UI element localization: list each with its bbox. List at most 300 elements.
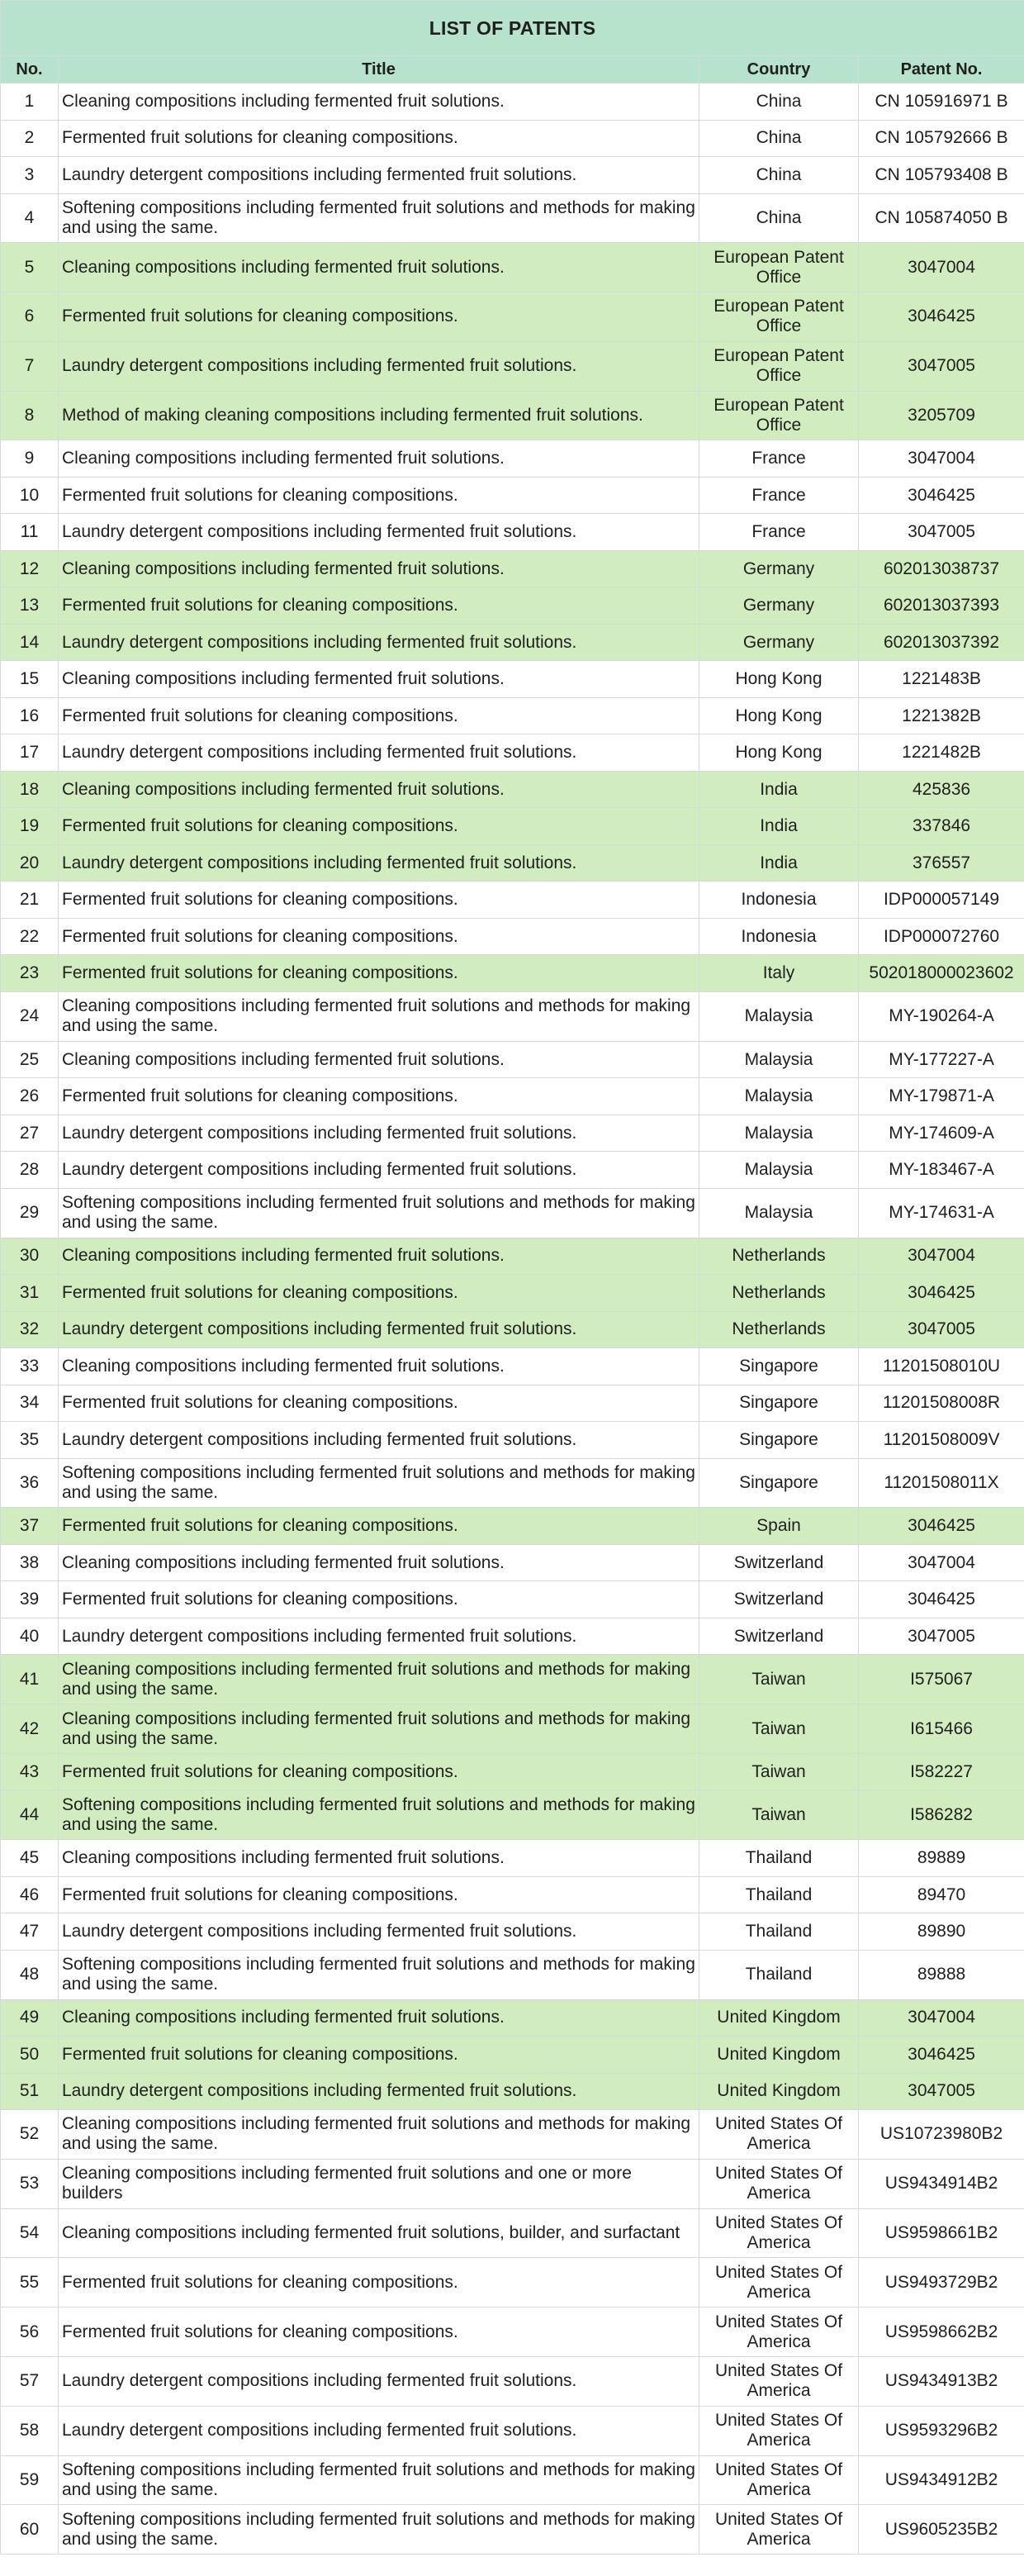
row-patent-number: 3047004 <box>859 1999 1024 2037</box>
row-country: Thailand <box>699 1876 859 1913</box>
row-patent-number: 337846 <box>859 808 1024 845</box>
table-row <box>1 2307 1024 2357</box>
row-country: Germany <box>699 587 859 625</box>
row-title: Fermented fruit solutions for cleaning compositions. <box>59 1876 699 1913</box>
row-title: Laundry detergent compositions including fermented fruit solutions. <box>59 2406 699 2455</box>
row-country: European Patent Office <box>699 341 859 391</box>
row-patent-number: 3046425 <box>859 1275 1024 1312</box>
row-patent-number: 502018000023602 <box>859 955 1024 992</box>
row-number: 43 <box>1 1753 59 1790</box>
row-title: Fermented fruit solutions for cleaning compositions. <box>59 120 699 157</box>
table-row <box>1 2258 1024 2307</box>
table-row <box>1 391 1024 440</box>
row-patent-number: 602013037393 <box>859 587 1024 625</box>
row-country: China <box>699 83 859 121</box>
row-patent-number: 3047004 <box>859 1544 1024 1581</box>
row-number: 47 <box>1 1913 59 1951</box>
row-country: Thailand <box>699 1913 859 1951</box>
row-patent-number: US9605235B2 <box>859 2505 1024 2555</box>
row-number: 45 <box>1 1840 59 1877</box>
table-row <box>1 193 1024 243</box>
column-header-title: Title <box>59 56 699 83</box>
table-title: LIST OF PATENTS <box>1 1 1024 56</box>
row-patent-number: 3046425 <box>859 1581 1024 1618</box>
row-patent-number: 602013038737 <box>859 550 1024 587</box>
row-country: Netherlands <box>699 1311 859 1348</box>
table-row <box>1 882 1024 919</box>
row-number: 60 <box>1 2505 59 2555</box>
row-country: Malaysia <box>699 1188 859 1238</box>
row-country: United Kingdom <box>699 1999 859 2037</box>
row-number: 10 <box>1 477 59 514</box>
row-patent-number: 1221482B <box>859 734 1024 772</box>
table-row <box>1 1581 1024 1618</box>
row-country: Malaysia <box>699 1041 859 1078</box>
row-country: China <box>699 120 859 157</box>
row-country: China <box>699 157 859 194</box>
row-country: France <box>699 440 859 478</box>
row-number: 33 <box>1 1348 59 1385</box>
table-row <box>1 2505 1024 2555</box>
table-row <box>1 1950 1024 1999</box>
row-country: United States Of America <box>699 2110 859 2160</box>
row-number: 4 <box>1 193 59 243</box>
row-number: 29 <box>1 1188 59 1238</box>
row-patent-number: 11201508008R <box>859 1385 1024 1422</box>
row-title: Laundry detergent compositions including fermented fruit solutions. <box>59 734 699 772</box>
row-country: Netherlands <box>699 1238 859 1275</box>
row-country: Singapore <box>699 1348 859 1385</box>
table-row <box>1 1704 1024 1754</box>
row-country: United States Of America <box>699 2159 859 2208</box>
table-row <box>1 2073 1024 2110</box>
row-number: 17 <box>1 734 59 772</box>
row-number: 34 <box>1 1385 59 1422</box>
row-title: Cleaning compositions including fermented fruit solutions, builder, and surfactant <box>59 2208 699 2258</box>
table-row <box>1 2455 1024 2505</box>
row-patent-number: MY-174609-A <box>859 1115 1024 1152</box>
row-country: India <box>699 771 859 808</box>
table-row <box>1 477 1024 514</box>
table-row <box>1 1655 1024 1704</box>
row-number: 56 <box>1 2307 59 2357</box>
row-number: 35 <box>1 1422 59 1459</box>
row-title: Fermented fruit solutions for cleaning compositions. <box>59 882 699 919</box>
row-patent-number: CN 105793408 B <box>859 157 1024 194</box>
row-number: 1 <box>1 83 59 121</box>
row-country: Italy <box>699 955 859 992</box>
table-row <box>1 1840 1024 1877</box>
row-patent-number: CN 105792666 B <box>859 120 1024 157</box>
row-patent-number: IDP000072760 <box>859 918 1024 955</box>
table-row <box>1 1115 1024 1152</box>
row-number: 58 <box>1 2406 59 2455</box>
row-title: Fermented fruit solutions for cleaning compositions. <box>59 292 699 342</box>
row-country: United States Of America <box>699 2258 859 2307</box>
row-title: Laundry detergent compositions including fermented fruit solutions. <box>59 624 699 661</box>
row-title: Cleaning compositions including fermented fruit solutions. <box>59 771 699 808</box>
table-row <box>1 120 1024 157</box>
table-row <box>1 1188 1024 1238</box>
row-country: India <box>699 808 859 845</box>
table-row <box>1 624 1024 661</box>
table-row <box>1 1999 1024 2037</box>
row-number: 13 <box>1 587 59 625</box>
row-number: 52 <box>1 2110 59 2160</box>
row-patent-number: 376557 <box>859 844 1024 882</box>
row-number: 26 <box>1 1078 59 1115</box>
row-title: Fermented fruit solutions for cleaning compositions. <box>59 1753 699 1790</box>
table-row <box>1 1753 1024 1790</box>
row-country: Hong Kong <box>699 734 859 772</box>
row-patent-number: 3047005 <box>859 2073 1024 2110</box>
row-title: Cleaning compositions including fermented fruit solutions and methods for making and using the same. <box>59 2110 699 2160</box>
row-title: Softening compositions including fermented fruit solutions and methods for making and using the same. <box>59 2455 699 2505</box>
table-row <box>1 550 1024 587</box>
row-country: European Patent Office <box>699 292 859 342</box>
row-number: 37 <box>1 1508 59 1545</box>
row-patent-number: MY-183467-A <box>859 1152 1024 1189</box>
row-country: Taiwan <box>699 1753 859 1790</box>
row-number: 31 <box>1 1275 59 1312</box>
row-title: Fermented fruit solutions for cleaning compositions. <box>59 1508 699 1545</box>
row-patent-number: I582227 <box>859 1753 1024 1790</box>
row-patent-number: 89889 <box>859 1840 1024 1877</box>
row-number: 54 <box>1 2208 59 2258</box>
row-country: France <box>699 514 859 551</box>
row-title: Fermented fruit solutions for cleaning compositions. <box>59 808 699 845</box>
table-row <box>1 1238 1024 1275</box>
row-country: United States Of America <box>699 2307 859 2357</box>
table-row <box>1 918 1024 955</box>
row-country: Malaysia <box>699 1152 859 1189</box>
column-header-no: No. <box>1 56 59 83</box>
row-patent-number: 602013037392 <box>859 624 1024 661</box>
row-number: 8 <box>1 391 59 440</box>
row-patent-number: US9434914B2 <box>859 2159 1024 2208</box>
row-country: Malaysia <box>699 1078 859 1115</box>
row-patent-number: 3047004 <box>859 1238 1024 1275</box>
row-title: Cleaning compositions including fermented fruit solutions. <box>59 1840 699 1877</box>
row-patent-number: US9434913B2 <box>859 2357 1024 2407</box>
table-row <box>1 2110 1024 2160</box>
column-header-country: Country <box>699 56 859 83</box>
row-patent-number: US9493729B2 <box>859 2258 1024 2307</box>
row-title: Cleaning compositions including fermented fruit solutions. <box>59 1238 699 1275</box>
row-title: Cleaning compositions including fermented fruit solutions and methods for making and using the same. <box>59 1704 699 1754</box>
row-country: Thailand <box>699 1950 859 1999</box>
row-country: Taiwan <box>699 1790 859 1840</box>
table-row <box>1 844 1024 882</box>
row-country: United States Of America <box>699 2455 859 2505</box>
row-country: France <box>699 477 859 514</box>
row-number: 49 <box>1 1999 59 2037</box>
row-title: Cleaning compositions including fermented fruit solutions and one or more builders <box>59 2159 699 2208</box>
table-row <box>1 2406 1024 2455</box>
row-patent-number: US10723980B2 <box>859 2110 1024 2160</box>
table-row <box>1 1618 1024 1655</box>
row-title: Fermented fruit solutions for cleaning compositions. <box>59 1275 699 1312</box>
row-country: Germany <box>699 550 859 587</box>
row-number: 57 <box>1 2357 59 2407</box>
row-number: 59 <box>1 2455 59 2505</box>
row-patent-number: US9598661B2 <box>859 2208 1024 2258</box>
row-patent-number: CN 105874050 B <box>859 193 1024 243</box>
row-country: Indonesia <box>699 918 859 955</box>
table-row <box>1 514 1024 551</box>
table-row <box>1 697 1024 734</box>
row-title: Laundry detergent compositions including fermented fruit solutions. <box>59 341 699 391</box>
row-title: Fermented fruit solutions for cleaning compositions. <box>59 477 699 514</box>
row-patent-number: 3205709 <box>859 391 1024 440</box>
row-country: Singapore <box>699 1422 859 1459</box>
row-number: 42 <box>1 1704 59 1754</box>
row-title: Laundry detergent compositions including fermented fruit solutions. <box>59 1311 699 1348</box>
row-patent-number: 89890 <box>859 1913 1024 1951</box>
row-patent-number: I586282 <box>859 1790 1024 1840</box>
row-patent-number: US9598662B2 <box>859 2307 1024 2357</box>
row-title: Fermented fruit solutions for cleaning compositions. <box>59 1385 699 1422</box>
row-title: Softening compositions including fermented fruit solutions and methods for making and using the same. <box>59 1950 699 1999</box>
row-number: 18 <box>1 771 59 808</box>
row-number: 55 <box>1 2258 59 2307</box>
row-patent-number: 3046425 <box>859 2037 1024 2074</box>
row-title: Cleaning compositions including fermented fruit solutions. <box>59 83 699 121</box>
row-number: 15 <box>1 661 59 698</box>
row-patent-number: 3047005 <box>859 514 1024 551</box>
table-row <box>1 341 1024 391</box>
row-patent-number: 89470 <box>859 1876 1024 1913</box>
row-country: European Patent Office <box>699 243 859 292</box>
table-row <box>1 1311 1024 1348</box>
table-row <box>1 292 1024 342</box>
row-country: United States Of America <box>699 2208 859 2258</box>
row-country: Germany <box>699 624 859 661</box>
row-patent-number: US9434912B2 <box>859 2455 1024 2505</box>
table-row <box>1 1544 1024 1581</box>
row-patent-number: I615466 <box>859 1704 1024 1754</box>
row-number: 48 <box>1 1950 59 1999</box>
row-number: 40 <box>1 1618 59 1655</box>
table-row <box>1 661 1024 698</box>
row-title: Cleaning compositions including fermented fruit solutions. <box>59 1041 699 1078</box>
row-title: Softening compositions including fermented fruit solutions and methods for making and using the same. <box>59 2505 699 2555</box>
row-number: 2 <box>1 120 59 157</box>
row-title: Laundry detergent compositions including fermented fruit solutions. <box>59 514 699 551</box>
row-country: Singapore <box>699 1385 859 1422</box>
row-patent-number: 3046425 <box>859 477 1024 514</box>
row-number: 16 <box>1 697 59 734</box>
table-title-row <box>1 1 1024 56</box>
table-row <box>1 1041 1024 1078</box>
table-row <box>1 734 1024 772</box>
row-number: 9 <box>1 440 59 478</box>
row-title: Method of making cleaning compositions including fermented fruit solutions. <box>59 391 699 440</box>
row-number: 39 <box>1 1581 59 1618</box>
row-number: 12 <box>1 550 59 587</box>
row-patent-number: MY-190264-A <box>859 991 1024 1041</box>
row-country: Singapore <box>699 1458 859 1508</box>
row-country: Hong Kong <box>699 661 859 698</box>
table-row <box>1 1876 1024 1913</box>
row-number: 3 <box>1 157 59 194</box>
row-title: Cleaning compositions including fermented fruit solutions and methods for making and using the same. <box>59 1655 699 1704</box>
row-number: 36 <box>1 1458 59 1508</box>
row-title: Cleaning compositions including fermented fruit solutions. <box>59 1999 699 2037</box>
table-row <box>1 1458 1024 1508</box>
table-row <box>1 157 1024 194</box>
row-title: Softening compositions including fermented fruit solutions and methods for making and using the same. <box>59 193 699 243</box>
row-patent-number: 11201508009V <box>859 1422 1024 1459</box>
row-patent-number: MY-174631-A <box>859 1188 1024 1238</box>
table-row <box>1 771 1024 808</box>
column-header-patent-no: Patent No. <box>859 56 1024 83</box>
row-number: 22 <box>1 918 59 955</box>
table-row <box>1 1422 1024 1459</box>
row-title: Fermented fruit solutions for cleaning compositions. <box>59 1581 699 1618</box>
row-number: 44 <box>1 1790 59 1840</box>
table-row <box>1 1078 1024 1115</box>
row-number: 24 <box>1 991 59 1041</box>
row-title: Laundry detergent compositions including fermented fruit solutions. <box>59 844 699 882</box>
row-title: Softening compositions including fermented fruit solutions and methods for making and using the same. <box>59 1188 699 1238</box>
row-patent-number: US9593296B2 <box>859 2406 1024 2455</box>
row-country: India <box>699 844 859 882</box>
row-number: 30 <box>1 1238 59 1275</box>
row-title: Fermented fruit solutions for cleaning compositions. <box>59 587 699 625</box>
table-row <box>1 1152 1024 1189</box>
row-number: 28 <box>1 1152 59 1189</box>
row-number: 41 <box>1 1655 59 1704</box>
table-row <box>1 243 1024 292</box>
row-title: Laundry detergent compositions including fermented fruit solutions. <box>59 2073 699 2110</box>
table-row <box>1 1913 1024 1951</box>
row-country: Netherlands <box>699 1275 859 1312</box>
row-title: Fermented fruit solutions for cleaning compositions. <box>59 697 699 734</box>
table-row <box>1 2357 1024 2407</box>
table-row <box>1 991 1024 1041</box>
table-row <box>1 1275 1024 1312</box>
row-number: 7 <box>1 341 59 391</box>
table-row <box>1 2159 1024 2208</box>
row-number: 11 <box>1 514 59 551</box>
row-patent-number: MY-177227-A <box>859 1041 1024 1078</box>
row-title: Cleaning compositions including fermented fruit solutions. <box>59 550 699 587</box>
row-country: Switzerland <box>699 1581 859 1618</box>
table-row <box>1 2208 1024 2258</box>
row-title: Fermented fruit solutions for cleaning compositions. <box>59 955 699 992</box>
row-patent-number: CN 105916971 B <box>859 83 1024 121</box>
row-patent-number: 1221483B <box>859 661 1024 698</box>
row-country: United States Of America <box>699 2406 859 2455</box>
row-country: Spain <box>699 1508 859 1545</box>
row-patent-number: 1221382B <box>859 697 1024 734</box>
row-patent-number: 3047004 <box>859 440 1024 478</box>
row-title: Laundry detergent compositions including fermented fruit solutions. <box>59 1115 699 1152</box>
row-number: 53 <box>1 2159 59 2208</box>
table-row <box>1 1348 1024 1385</box>
row-title: Cleaning compositions including fermented fruit solutions. <box>59 661 699 698</box>
row-title: Laundry detergent compositions including fermented fruit solutions. <box>59 1913 699 1951</box>
row-number: 14 <box>1 624 59 661</box>
row-title: Cleaning compositions including fermented fruit solutions. <box>59 243 699 292</box>
row-country: Hong Kong <box>699 697 859 734</box>
row-number: 19 <box>1 808 59 845</box>
row-title: Softening compositions including fermented fruit solutions and methods for making and using the same. <box>59 1458 699 1508</box>
row-patent-number: 89888 <box>859 1950 1024 1999</box>
patents-table <box>0 0 1024 2555</box>
row-number: 51 <box>1 2073 59 2110</box>
table-row <box>1 2037 1024 2074</box>
row-title: Cleaning compositions including fermented fruit solutions. <box>59 1544 699 1581</box>
row-country: Switzerland <box>699 1544 859 1581</box>
row-patent-number: 11201508010U <box>859 1348 1024 1385</box>
row-title: Laundry detergent compositions including fermented fruit solutions. <box>59 1618 699 1655</box>
row-number: 20 <box>1 844 59 882</box>
table-row <box>1 1790 1024 1840</box>
row-number: 32 <box>1 1311 59 1348</box>
row-country: Switzerland <box>699 1618 859 1655</box>
row-patent-number: 3046425 <box>859 1508 1024 1545</box>
row-patent-number: 11201508011X <box>859 1458 1024 1508</box>
row-number: 23 <box>1 955 59 992</box>
row-patent-number: I575067 <box>859 1655 1024 1704</box>
row-title: Fermented fruit solutions for cleaning compositions. <box>59 2037 699 2074</box>
row-title: Cleaning compositions including fermented fruit solutions and methods for making and using the same. <box>59 991 699 1041</box>
row-title: Laundry detergent compositions including fermented fruit solutions. <box>59 1152 699 1189</box>
table-row <box>1 808 1024 845</box>
row-country: United States Of America <box>699 2505 859 2555</box>
row-patent-number: 3047005 <box>859 341 1024 391</box>
row-number: 38 <box>1 1544 59 1581</box>
row-number: 27 <box>1 1115 59 1152</box>
row-country: Malaysia <box>699 1115 859 1152</box>
row-title: Softening compositions including fermented fruit solutions and methods for making and using the same. <box>59 1790 699 1840</box>
row-country: Taiwan <box>699 1704 859 1754</box>
table-row <box>1 955 1024 992</box>
row-country: Thailand <box>699 1840 859 1877</box>
row-number: 5 <box>1 243 59 292</box>
row-patent-number: IDP000057149 <box>859 882 1024 919</box>
row-country: United Kingdom <box>699 2037 859 2074</box>
row-country: United Kingdom <box>699 2073 859 2110</box>
row-number: 25 <box>1 1041 59 1078</box>
table-row <box>1 440 1024 478</box>
row-title: Laundry detergent compositions including fermented fruit solutions. <box>59 157 699 194</box>
row-title: Cleaning compositions including fermented fruit solutions. <box>59 1348 699 1385</box>
row-number: 21 <box>1 882 59 919</box>
row-country: China <box>699 193 859 243</box>
row-number: 46 <box>1 1876 59 1913</box>
row-patent-number: MY-179871-A <box>859 1078 1024 1115</box>
table-row <box>1 83 1024 121</box>
table-row <box>1 1508 1024 1545</box>
row-title: Fermented fruit solutions for cleaning compositions. <box>59 1078 699 1115</box>
row-title: Cleaning compositions including fermented fruit solutions. <box>59 440 699 478</box>
table-row <box>1 587 1024 625</box>
row-country: Malaysia <box>699 991 859 1041</box>
row-country: United States Of America <box>699 2357 859 2407</box>
row-title: Laundry detergent compositions including fermented fruit solutions. <box>59 2357 699 2407</box>
row-title: Laundry detergent compositions including fermented fruit solutions. <box>59 1422 699 1459</box>
row-title: Fermented fruit solutions for cleaning compositions. <box>59 918 699 955</box>
column-header-row <box>1 56 1024 83</box>
row-patent-number: 3047005 <box>859 1618 1024 1655</box>
row-number: 50 <box>1 2037 59 2074</box>
table-row <box>1 1385 1024 1422</box>
row-title: Fermented fruit solutions for cleaning compositions. <box>59 2258 699 2307</box>
row-country: European Patent Office <box>699 391 859 440</box>
